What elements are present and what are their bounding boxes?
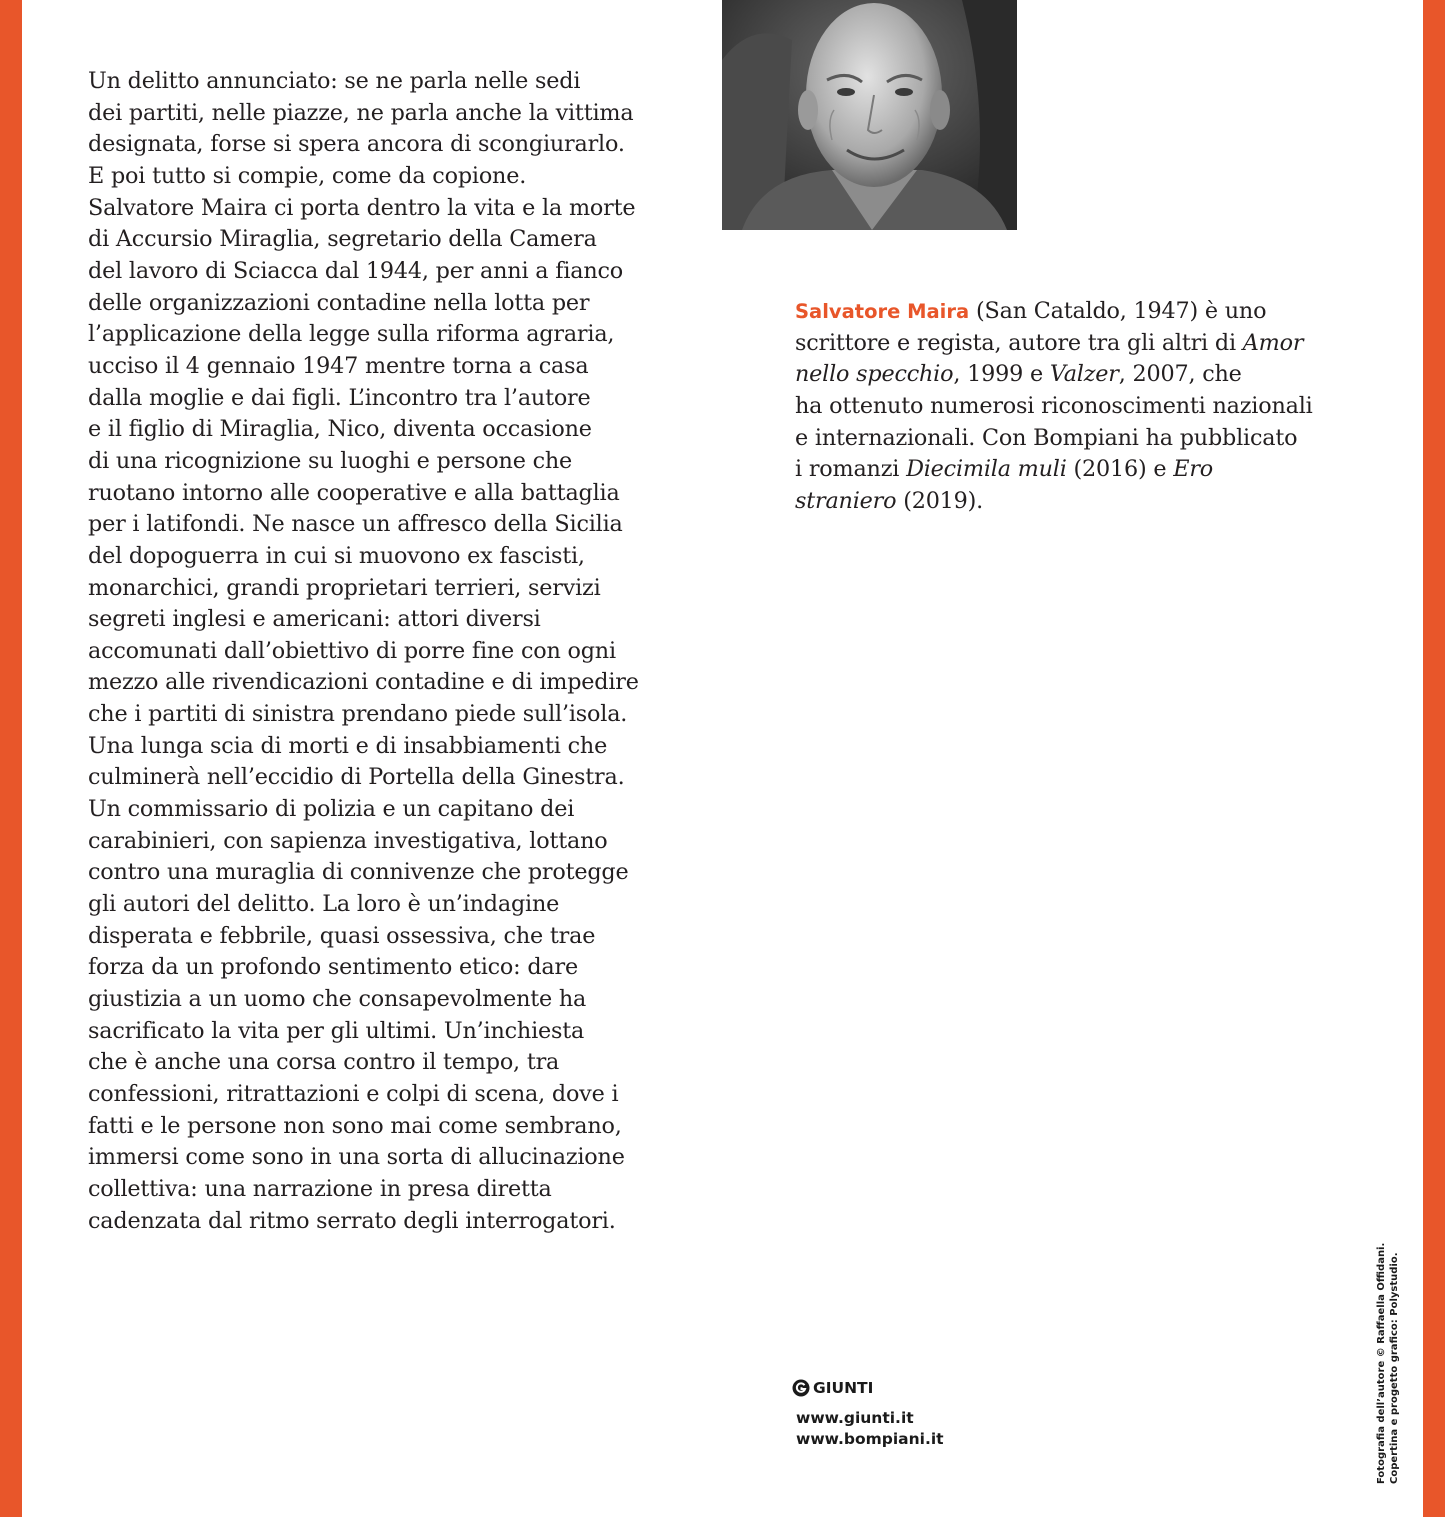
publisher-urls	[796, 1408, 944, 1450]
blurb-line: per i latifondi. Ne nasce un affresco della Sicilia	[88, 511, 623, 538]
url-giunti[interactable]: www.giunti.it	[796, 1409, 914, 1427]
bio-line-7: straniero (2019).	[795, 487, 984, 514]
author-portrait-image	[722, 0, 1017, 230]
blurb-line: che i partiti di sinistra prendano piede sull’isola.	[88, 701, 628, 728]
blurb-line: designata, forse si spera ancora di scongiurarlo.	[88, 131, 625, 158]
blurb-line: fatti e le persone non sono mai come sembrano,	[88, 1112, 622, 1139]
back-cover-blurb	[88, 66, 663, 1237]
giunti-g-icon	[792, 1379, 810, 1397]
blurb-line: mezzo alle rivendicazioni contadine e di impedire	[88, 669, 639, 696]
right-accent-border	[1423, 0, 1445, 1517]
blurb-line: forza da un profondo sentimento etico: dare	[88, 954, 578, 981]
blurb-line: delle organizzazioni contadine nella lotta per	[88, 289, 590, 316]
blurb-line: sacrificato la vita per gli ultimi. Un’inchiesta	[88, 1017, 585, 1044]
book-title: straniero	[795, 487, 897, 514]
blurb-line: di Accursio Miraglia, segretario della Camera	[88, 226, 597, 253]
book-title: Ero	[1173, 456, 1214, 483]
photo-credit: Fotografia dell’autore © Raffaella Offidani.	[1376, 1242, 1387, 1484]
bio-line-5: e internazionali. Con Bompiani ha pubblicato	[795, 424, 1298, 451]
author-bio	[795, 296, 1335, 518]
design-credit: Copertina e progetto grafico: Polystudio.	[1389, 1252, 1400, 1484]
blurb-line: dalla moglie e dai figli. L’incontro tra l’autore	[88, 384, 591, 411]
book-title: Amor	[1242, 329, 1304, 356]
publisher-logo-text: GIUNTI	[813, 1379, 874, 1397]
left-accent-border	[0, 0, 22, 1517]
blurb-line: accomunati dall’obiettivo di porre fine con ogni	[88, 637, 616, 664]
book-title: Diecimila muli	[906, 456, 1067, 483]
blurb-line: monarchici, grandi proprietari terrieri, servizi	[88, 574, 601, 601]
bio-line-2: scrittore e regista, autore tra gli altri di Amor	[795, 329, 1304, 356]
blurb-line: carabinieri, con sapienza investigativa, lottano	[88, 827, 608, 854]
blurb-line: cadenzata dal ritmo serrato degli interrogatori.	[88, 1207, 616, 1234]
blurb-line: e il figlio di Miraglia, Nico, diventa occasione	[88, 416, 592, 443]
blurb-line: di una ricognizione su luoghi e persone che	[88, 447, 573, 474]
blurb-line: collettiva: una narrazione in presa diretta	[88, 1175, 552, 1202]
blurb-line: E poi tutto si compie, come da copione.	[88, 162, 527, 189]
blurb-line: confessioni, ritrattazioni e colpi di scena, dove i	[88, 1081, 619, 1107]
author-photo	[722, 0, 1017, 230]
book-title: Valzer	[1049, 361, 1119, 388]
blurb-line: dei partiti, nelle piazze, ne parla anche la vittima	[88, 99, 634, 126]
publisher-logo	[792, 1377, 873, 1399]
bio-line-3: nello specchio, 1999 e Valzer, 2007, che	[795, 361, 1242, 388]
blurb-line: giustizia a un uomo che consapevolmente ha	[88, 986, 587, 1013]
bio-line-6: i romanzi Diecimila muli (2016) e Ero	[795, 456, 1214, 483]
blurb-line: disperata e febbrile, quasi ossessiva, che trae	[88, 922, 596, 949]
book-title: nello specchio	[795, 361, 954, 388]
cover-credits	[1375, 1244, 1403, 1484]
blurb-line: ruotano intorno alle cooperative e alla battaglia	[88, 479, 620, 506]
blurb-line: del lavoro di Sciacca dal 1944, per anni a fianco	[88, 257, 624, 284]
blurb-line: Un delitto annunciato: se ne parla nelle sedi	[88, 68, 581, 94]
bio-line-1: Salvatore Maira (San Cataldo, 1947) è uno	[795, 298, 1267, 324]
blurb-line: culminerà nell’eccidio di Portella della Ginestra.	[88, 764, 625, 791]
bio-line-4: ha ottenuto numerosi riconoscimenti nazionali	[795, 392, 1313, 419]
url-bompiani[interactable]: www.bompiani.it	[796, 1430, 944, 1448]
blurb-line: contro una muraglia di connivenze che protegge	[88, 859, 629, 886]
blurb-line: del dopoguerra in cui si muovono ex fascisti,	[88, 542, 585, 569]
blurb-line: che è anche una corsa contro il tempo, tra	[88, 1049, 560, 1076]
blurb-line: immersi come sono in una sorta di allucinazione	[88, 1144, 625, 1171]
blurb-line: segreti inglesi e americani: attori diversi	[88, 606, 541, 633]
blurb-line: ucciso il 4 gennaio 1947 mentre torna a casa	[88, 352, 589, 379]
blurb-line: l’applicazione della legge sulla riforma agraria,	[88, 321, 615, 348]
author-name: Salvatore Maira	[795, 300, 970, 323]
blurb-line: gli autori del delitto. La loro è un’indagine	[88, 891, 560, 918]
blurb-line: Una lunga scia di morti e di insabbiamenti che	[88, 732, 608, 759]
blurb-line: Un commissario di polizia e un capitano dei	[88, 796, 575, 823]
blurb-line: Salvatore Maira ci porta dentro la vita e la morte	[88, 194, 636, 221]
